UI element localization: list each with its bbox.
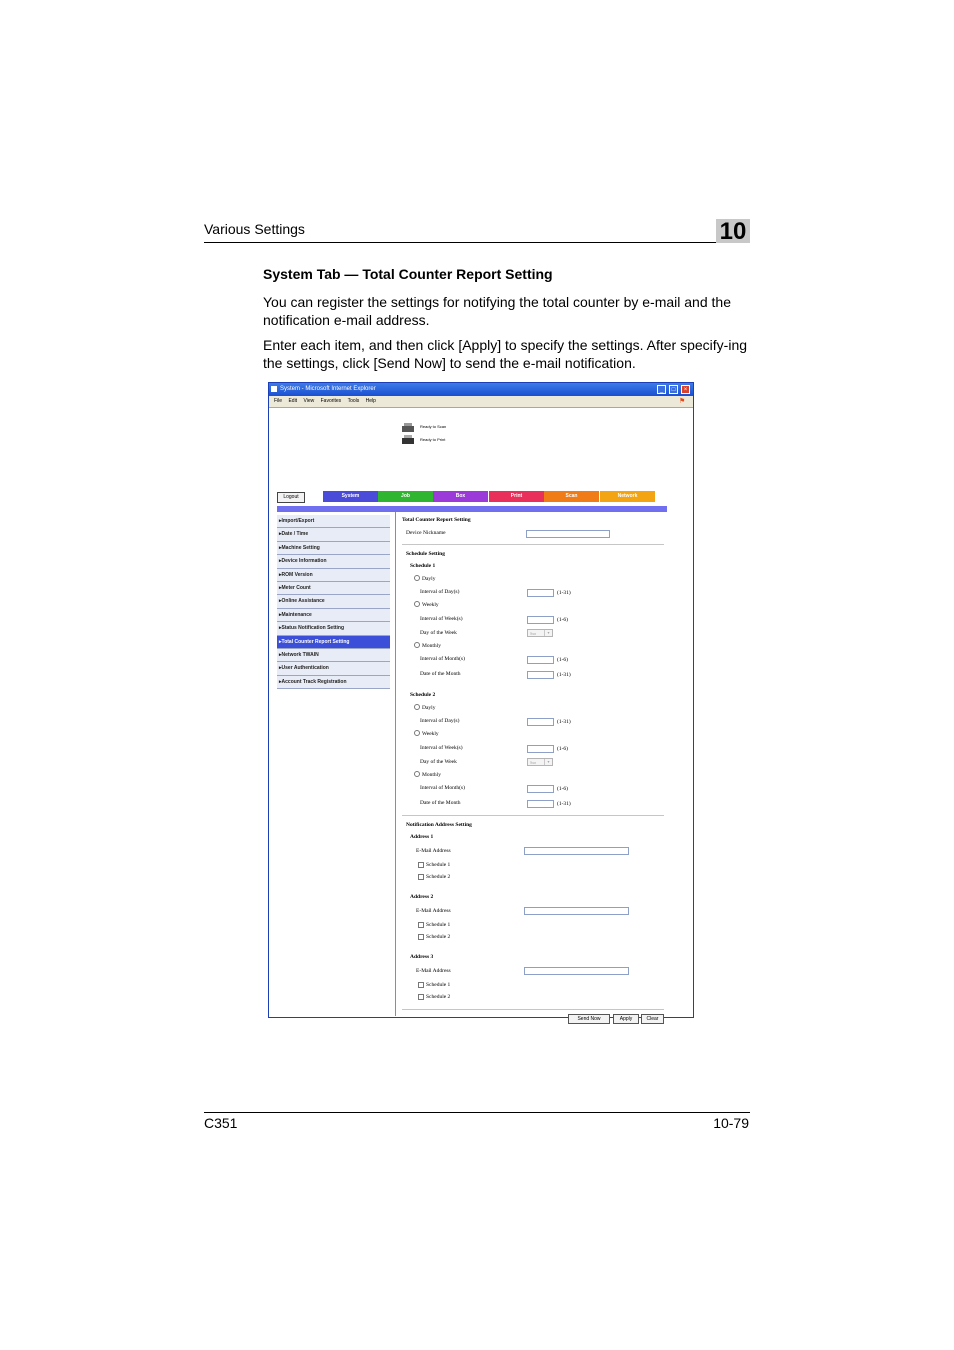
s1-interval-day-input[interactable] <box>527 589 554 597</box>
address2-schedule2-label: Schedule 2 <box>426 934 451 940</box>
s2-monthly-radio[interactable] <box>414 771 420 777</box>
s1-interval-month-range: (1-6) <box>557 657 568 663</box>
menu-file[interactable]: File <box>274 398 283 404</box>
s1-interval-week-input[interactable] <box>527 616 554 624</box>
sidebar-item-date-time[interactable]: ▸Date / Time <box>277 528 390 541</box>
address1-schedule2-label: Schedule 2 <box>426 874 451 880</box>
divider <box>402 544 664 545</box>
maximize-icon[interactable]: □ <box>669 385 678 394</box>
address2-email-input[interactable] <box>524 907 629 915</box>
s1-interval-week-label: Interval of Week(s) <box>420 616 463 622</box>
notification-address-heading: Notification Address Setting <box>406 822 472 828</box>
send-now-button[interactable]: Send Now <box>568 1014 610 1024</box>
s2-interval-day-input[interactable] <box>527 718 554 726</box>
s2-interval-week-range: (1-6) <box>557 746 568 752</box>
tab-scan[interactable]: Scan <box>544 491 599 502</box>
menu-edit[interactable]: Edit <box>288 398 298 404</box>
schedule1-heading: Schedule 1 <box>410 563 436 569</box>
settings-form <box>396 512 666 1022</box>
chevron-down-icon: ▾ <box>544 759 552 765</box>
windows-logo-icon: ⚑ <box>679 398 686 405</box>
s1-monthly-radio[interactable] <box>414 642 420 648</box>
s2-interval-month-label: Interval of Month(s) <box>420 785 465 791</box>
s1-weekly-label: Weekly <box>422 602 439 608</box>
s1-interval-day-label: Interval of Day(s) <box>420 589 460 595</box>
sidebar-item-maintenance[interactable]: ▸Maintenance <box>277 609 390 622</box>
window-titlebar <box>269 383 693 396</box>
footer-rule <box>204 1112 750 1113</box>
tab-box[interactable]: Box <box>433 491 488 502</box>
menu-tools[interactable]: Tools <box>347 398 360 404</box>
scanner-icon <box>401 423 415 433</box>
s2-daily-label: Dayly <box>422 705 436 711</box>
s1-daily-radio[interactable] <box>414 575 420 581</box>
address3-schedule2-label: Schedule 2 <box>426 994 451 1000</box>
s2-date-of-month-range: (1-31) <box>557 801 571 807</box>
form-heading: Total Counter Report Setting <box>402 517 471 523</box>
sidebar-item-machine-setting[interactable]: ▸Machine Setting <box>277 542 390 555</box>
menu-favorites[interactable]: Favorites <box>320 398 342 404</box>
s1-interval-day-range: (1-31) <box>557 590 571 596</box>
menu-view[interactable]: View <box>303 398 315 404</box>
s2-interval-week-label: Interval of Week(s) <box>420 745 463 751</box>
chevron-down-icon: ▾ <box>544 630 552 636</box>
address2-schedule2-checkbox[interactable] <box>418 934 424 940</box>
printer-icon <box>401 435 415 445</box>
sidebar-item-account-track[interactable]: ▸Account Track Registration <box>277 676 390 689</box>
address2-schedule1-label: Schedule 1 <box>426 922 451 928</box>
s1-date-of-month-input[interactable] <box>527 671 554 679</box>
address3-schedule1-label: Schedule 1 <box>426 982 451 988</box>
address2-schedule1-checkbox[interactable] <box>418 922 424 928</box>
device-nickname-label: Device Nickname <box>406 530 446 536</box>
s2-weekly-label: Weekly <box>422 731 439 737</box>
address3-schedule1-checkbox[interactable] <box>418 982 424 988</box>
s1-interval-week-range: (1-6) <box>557 617 568 623</box>
tab-job[interactable]: Job <box>378 491 433 502</box>
paragraph-1: You can register the settings for notifying the total counter by e-mail and the notification e-mail address. <box>263 294 731 328</box>
sidebar-item-device-information[interactable]: ▸Device Information <box>277 555 390 568</box>
address1-schedule1-checkbox[interactable] <box>418 862 424 868</box>
paragraph-2: Enter each item, and then click [Apply] to specify the settings. After specify-ing the settings, click [Send Now] to send the e-mail notification. <box>263 337 748 371</box>
address3-email-input[interactable] <box>524 967 629 975</box>
s2-interval-month-input[interactable] <box>527 785 554 793</box>
s2-interval-day-label: Interval of Day(s) <box>420 718 460 724</box>
address1-email-input[interactable] <box>524 847 629 855</box>
logout-button[interactable]: Logout <box>277 492 305 503</box>
s1-weekly-radio[interactable] <box>414 601 420 607</box>
s2-monthly-label: Monthly <box>422 772 441 778</box>
s2-weekly-radio[interactable] <box>414 730 420 736</box>
section-title: System Tab — Total Counter Report Setting <box>263 266 553 282</box>
window-title: System - Microsoft Internet Explorer <box>280 386 376 392</box>
tab-system[interactable]: System <box>323 491 378 502</box>
address3-schedule2-checkbox[interactable] <box>418 994 424 1000</box>
s1-interval-month-label: Interval of Month(s) <box>420 656 465 662</box>
ie-icon <box>271 386 277 392</box>
sidebar-item-network-twain[interactable]: ▸Network TWAIN <box>277 649 390 662</box>
s1-interval-month-input[interactable] <box>527 656 554 664</box>
s2-date-of-month-label: Date of the Month <box>420 800 461 806</box>
address1-email-label: E-Mail Address <box>416 848 451 854</box>
sidebar-item-import-export[interactable]: ▸Import/Export <box>277 515 390 528</box>
scan-status: Ready to Scan <box>420 424 447 429</box>
s1-day-of-week-select[interactable]: Sun ▾ <box>527 629 553 637</box>
sidebar-item-meter-count[interactable]: ▸Meter Count <box>277 582 390 595</box>
s1-monthly-label: Monthly <box>422 643 441 649</box>
sidebar-item-rom-version[interactable]: ▸ROM Version <box>277 569 390 582</box>
s1-day-of-week-label: Day of the Week <box>420 630 457 636</box>
divider <box>402 1009 664 1010</box>
s2-interval-day-range: (1-31) <box>557 719 571 725</box>
schedule-setting-heading: Schedule Setting <box>406 551 445 557</box>
tab-print[interactable]: Print <box>489 491 544 502</box>
sidebar-item-status-notification[interactable]: ▸Status Notification Setting <box>277 622 390 635</box>
address1-schedule1-label: Schedule 1 <box>426 862 451 868</box>
menu-bar <box>269 396 693 408</box>
address1-schedule2-checkbox[interactable] <box>418 874 424 880</box>
address3-heading: Address 3 <box>410 954 434 960</box>
chapter-number: 10 <box>716 219 750 243</box>
address2-heading: Address 2 <box>410 894 434 900</box>
footer-page-number: 10-79 <box>713 1115 749 1131</box>
clear-button[interactable]: Clear <box>641 1014 664 1024</box>
apply-button[interactable]: Apply <box>613 1014 639 1024</box>
s2-day-of-week-select[interactable]: Sun ▾ <box>527 758 553 766</box>
sidebar-item-total-counter-report[interactable]: ▸Total Counter Report Setting <box>277 636 390 649</box>
web-page <box>269 408 693 1022</box>
address1-heading: Address 1 <box>410 834 434 840</box>
header-section-title: Various Settings <box>204 221 305 237</box>
address2-email-label: E-Mail Address <box>416 908 451 914</box>
browser-window <box>268 382 694 1022</box>
s1-date-of-month-label: Date of the Month <box>420 671 461 677</box>
divider <box>402 815 664 816</box>
sidebar-item-online-assistance[interactable]: ▸Online Assistance <box>277 595 390 608</box>
tab-network[interactable]: Network <box>600 491 655 502</box>
s2-date-of-month-input[interactable] <box>527 800 554 808</box>
device-nickname-input[interactable] <box>526 530 610 538</box>
print-status: Ready to Print <box>420 437 446 442</box>
footer-model: C351 <box>204 1115 238 1131</box>
minimize-icon[interactable]: _ <box>657 385 666 394</box>
sidebar-item-user-authentication[interactable]: ▸User Authentication <box>277 662 390 675</box>
schedule2-heading: Schedule 2 <box>410 692 436 698</box>
close-icon[interactable]: × <box>681 385 690 394</box>
s1-daily-label: Dayly <box>422 576 436 582</box>
header-rule <box>204 242 750 243</box>
s2-interval-month-range: (1-6) <box>557 786 568 792</box>
menu-help[interactable]: Help <box>365 398 376 404</box>
sidebar <box>277 515 390 689</box>
s1-date-of-month-range: (1-31) <box>557 672 571 678</box>
address3-email-label: E-Mail Address <box>416 968 451 974</box>
s2-daily-radio[interactable] <box>414 704 420 710</box>
s2-day-of-week-label: Day of the Week <box>420 759 457 765</box>
s2-interval-week-input[interactable] <box>527 745 554 753</box>
